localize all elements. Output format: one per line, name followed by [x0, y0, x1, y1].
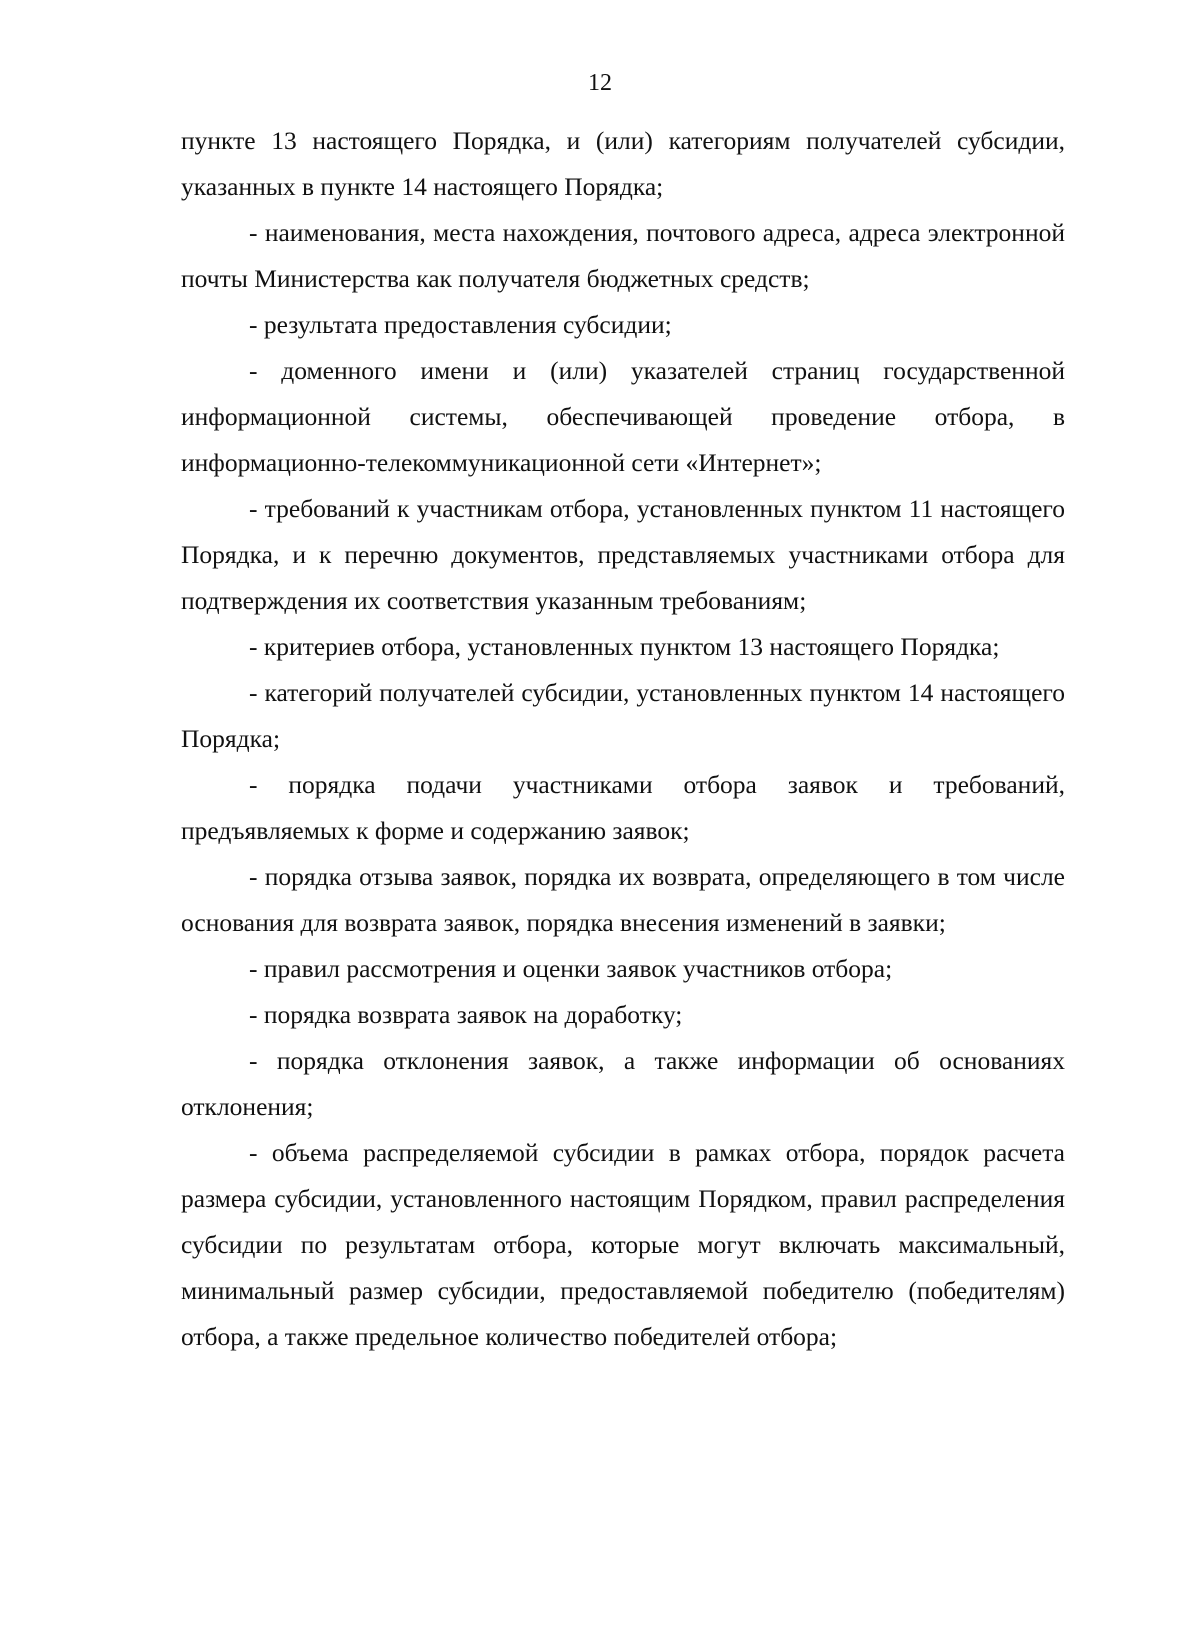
- paragraph: - доменного имени и (или) указателей страниц государственной информационной системы, обеспечивающей проведение отбора, в информационно-телекоммуникационной сети «Интернет»;: [181, 356, 1065, 477]
- paragraph: - категорий получателей субсидии, установленных пунктом 14 настоящего Порядка;: [181, 678, 1065, 753]
- paragraph: - порядка возврата заявок на доработку;: [249, 1000, 683, 1029]
- paragraph: - критериев отбора, установленных пунктом 13 настоящего Порядка;: [249, 632, 1000, 661]
- paragraph: - порядка отклонения заявок, а также информации об основаниях отклонения;: [181, 1046, 1065, 1121]
- paragraph: - порядка подачи участниками отбора заявок и требований, предъявляемых к форме и содержанию заявок;: [181, 770, 1065, 845]
- paragraph: - порядка отзыва заявок, порядка их возврата, определяющего в том числе основания для возврата заявок, порядка внесения изменений в заявки;: [181, 862, 1065, 937]
- document-body: [181, 118, 1065, 1360]
- paragraph: - наименования, места нахождения, почтового адреса, адреса электронной почты Министерства как получателя бюджетных средств;: [181, 218, 1065, 293]
- page-number: 12: [588, 70, 612, 96]
- paragraph: - объема распределяемой субсидии в рамках отбора, порядок расчета размера субсидии, установленного настоящим Порядком, правил распределения субсидии по результатам отбора, которые могут включать максимальный, минимальный размер субсидии, предоставляемой победителю (победителям) отбора, а также предельное количество победителей отбора;: [181, 1138, 1065, 1351]
- paragraph: - требований к участникам отбора, установленных пунктом 11 настоящего Порядка, и к перечню документов, представляемых участниками отбора для подтверждения их соответствия указанным требованиям;: [181, 494, 1065, 615]
- paragraph: - правил рассмотрения и оценки заявок участников отбора;: [249, 954, 893, 983]
- paragraph: - результата предоставления субсидии;: [249, 310, 672, 339]
- paragraph: пункте 13 настоящего Порядка, и (или) категориям получателей субсидии, указанных в пункте 14 настоящего Порядка;: [181, 126, 1065, 201]
